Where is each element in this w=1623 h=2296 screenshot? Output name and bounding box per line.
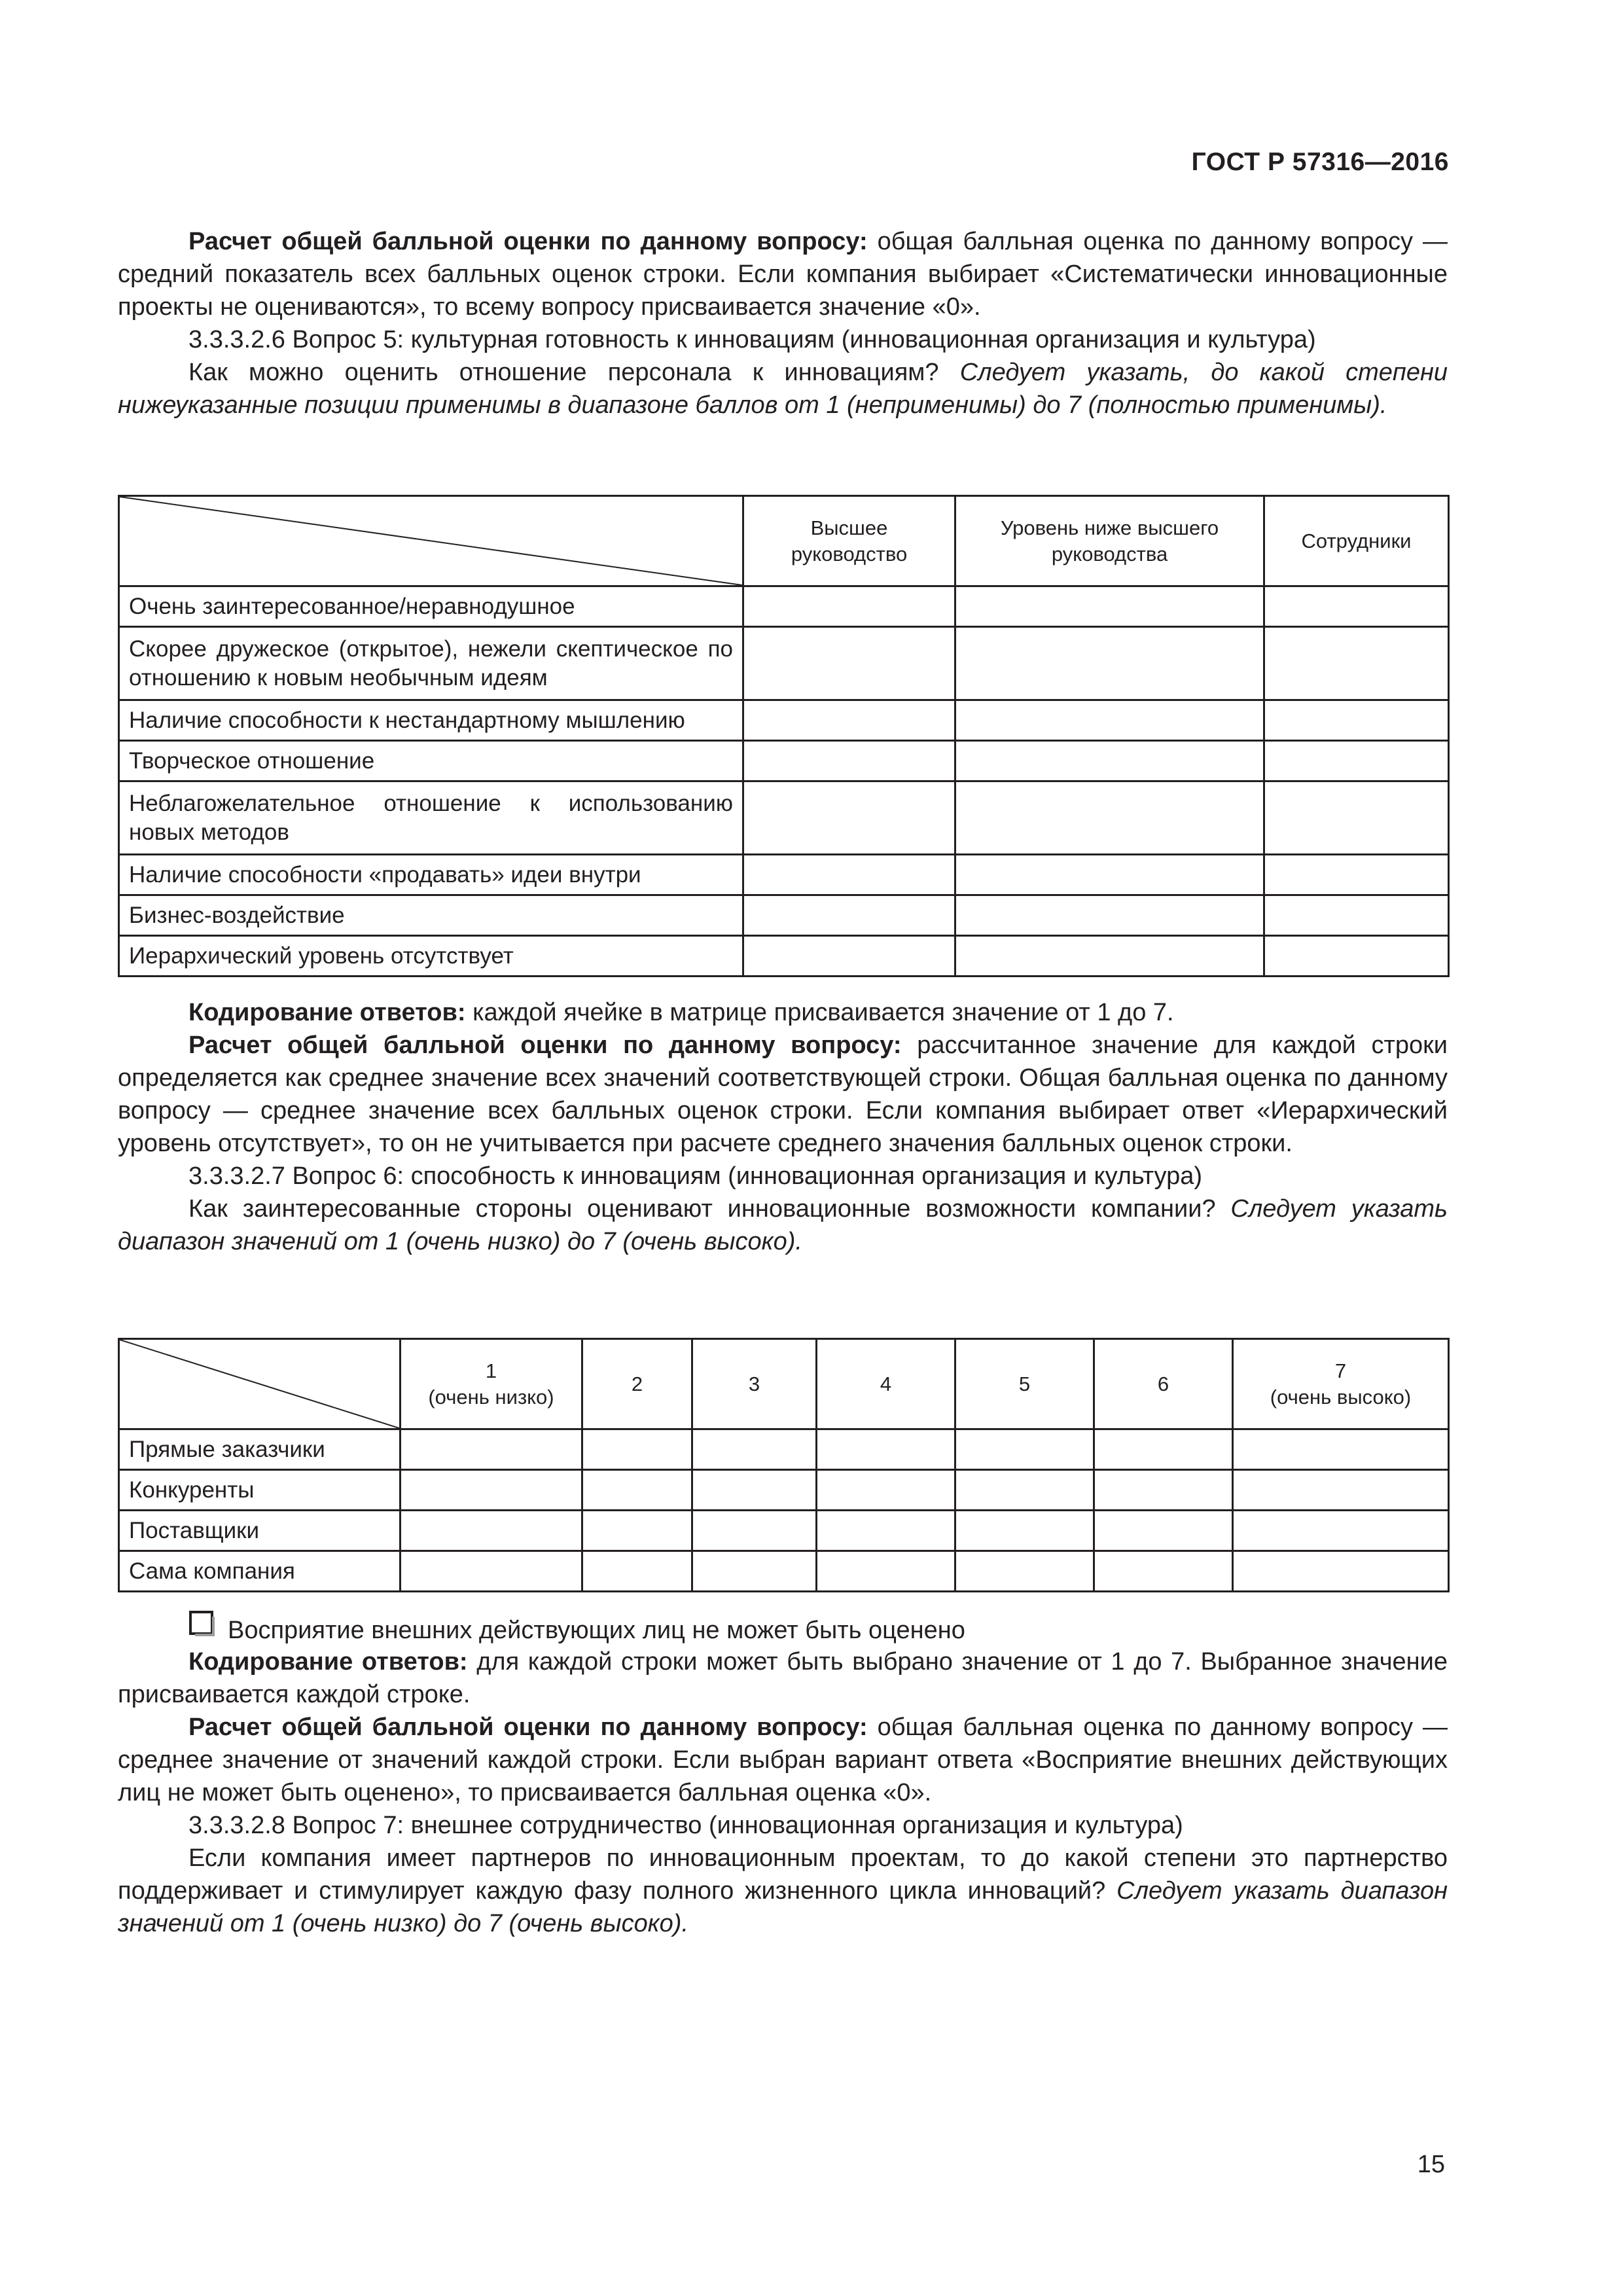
rating-cell[interactable] <box>743 855 955 895</box>
scale-number: 4 <box>880 1372 892 1395</box>
rating-cell[interactable] <box>401 1551 582 1592</box>
section-heading: 3.3.3.2.6 Вопрос 5: культурная готовность к инновациям (инновационная организация и культура) <box>188 326 1316 353</box>
rating-cell[interactable] <box>582 1429 692 1470</box>
paragraph-text: каждой ячейке в матрице присваивается значение от 1 до 7. <box>465 999 1174 1026</box>
rating-cell[interactable] <box>1264 895 1449 936</box>
row-label: Сама компания <box>119 1551 401 1592</box>
table-row <box>119 1470 1449 1511</box>
text-block-3 <box>118 1645 1448 1940</box>
rating-cell[interactable] <box>817 1429 955 1470</box>
rating-cell[interactable] <box>1233 1470 1449 1511</box>
paragraph <box>118 1645 1448 1711</box>
scale-note: (очень высоко) <box>1270 1385 1412 1408</box>
table-row <box>119 586 1449 627</box>
paragraph-text: рассчитанное значение для каждой строки определяется как среднее значение всех значений соответствующей строки. Общая балльная оценка по данному вопросу — среднее значение всех балльных оценок строки. Если компания выбирает ответ «Иерархический уровень отсутствует», то он не учитывается при расчете среднего значения балльных оценок строки. <box>118 1031 1448 1157</box>
instruction-text: Следует указать диапазон значений от 1 (очень низко) до 7 (очень высоко). <box>118 1877 1448 1937</box>
scale-number: 2 <box>631 1372 643 1395</box>
paragraph-text: Как заинтересованные стороны оценивают инновационные возможности компании? <box>188 1195 1231 1223</box>
rating-cell[interactable] <box>692 1429 817 1470</box>
row-label: Поставщики <box>119 1511 401 1551</box>
scale-header-2 <box>582 1339 692 1429</box>
rating-cell[interactable] <box>743 627 955 700</box>
rating-cell[interactable] <box>401 1429 582 1470</box>
rating-cell[interactable] <box>1264 627 1449 700</box>
table-row <box>119 741 1449 781</box>
row-label: Бизнес-воздействие <box>119 895 743 936</box>
rating-cell[interactable] <box>1264 936 1449 977</box>
table-row <box>119 855 1449 895</box>
rating-cell[interactable] <box>401 1511 582 1551</box>
paragraph <box>118 1193 1448 1258</box>
scale-header-6 <box>1094 1339 1233 1429</box>
rating-cell[interactable] <box>743 741 955 781</box>
rating-cell[interactable] <box>817 1470 955 1511</box>
bold-lead: Расчет общей балльной оценки по данному вопросу: <box>188 1031 902 1059</box>
scale-header-1 <box>401 1339 582 1429</box>
instruction-text: Следует указать диапазон значений от 1 (очень низко) до 7 (очень высоко). <box>118 1195 1448 1255</box>
instruction-text: Следует указать, до какой степени нижеуказанные позиции применимы в диапазоне баллов от 1 (неприменимы) до 7 (полностью применимы). <box>118 359 1448 419</box>
paragraph <box>118 1029 1448 1160</box>
row-label: Наличие способности к нестандартному мышлению <box>119 700 743 741</box>
text-block-1 <box>118 225 1448 422</box>
row-label: Конкуренты <box>119 1470 401 1511</box>
rating-cell[interactable] <box>692 1551 817 1592</box>
rating-cell[interactable] <box>1233 1511 1449 1551</box>
scale-header-7 <box>1233 1339 1449 1429</box>
text-block-2 <box>118 996 1448 1258</box>
checkbox-label: Восприятие внешних действующих лиц не может быть оценено <box>228 1617 965 1644</box>
scale-number: 5 <box>1018 1372 1031 1395</box>
rating-cell[interactable] <box>955 781 1264 855</box>
bold-lead: Расчет общей балльной оценки по данному вопросу: <box>188 228 868 255</box>
rating-cell[interactable] <box>955 627 1264 700</box>
rating-cell[interactable] <box>1264 855 1449 895</box>
row-label: Творческое отношение <box>119 741 743 781</box>
rating-cell[interactable] <box>955 895 1264 936</box>
scale-number: 6 <box>1157 1372 1169 1395</box>
rating-cell[interactable] <box>817 1551 955 1592</box>
paragraph-text: общая балльная оценка по данному вопросу — средний показатель всех балльных оценок строки. Если компания выбирает «Систематически инновационные проекты не оцениваются», то всему вопросу присваивается значение «0». <box>118 228 1448 321</box>
paragraph <box>118 1842 1448 1940</box>
row-label: Скорее дружеское (открытое), нежели скептическое по отношению к новым необычным идеям <box>119 627 743 700</box>
document-id: ГОСТ Р 57316—2016 <box>1191 148 1449 176</box>
rating-cell[interactable] <box>1094 1511 1233 1551</box>
scale-note: (очень низко) <box>428 1385 554 1408</box>
rating-cell[interactable] <box>955 1470 1094 1511</box>
rating-cell[interactable] <box>955 586 1264 627</box>
rating-cell[interactable] <box>692 1470 817 1511</box>
table-row <box>119 627 1449 700</box>
row-label: Наличие способности «продавать» идеи внутри <box>119 855 743 895</box>
row-label: Очень заинтересованное/неравнодушное <box>119 586 743 627</box>
scale-number: 3 <box>748 1372 760 1395</box>
rating-cell[interactable] <box>1094 1470 1233 1511</box>
rating-cell[interactable] <box>743 586 955 627</box>
diagonal-header-cell <box>119 496 743 586</box>
rating-cell[interactable] <box>1264 781 1449 855</box>
innovation-capability-table <box>118 1338 1450 1592</box>
paragraph <box>118 1711 1448 1809</box>
rating-cell[interactable] <box>743 700 955 741</box>
diagonal-header-cell <box>119 1339 401 1429</box>
table-row <box>119 781 1449 855</box>
column-header: Высшее руководство <box>743 496 955 586</box>
paragraph-text: Как можно оценить отношение персонала к инновациям? <box>188 359 960 386</box>
table-row <box>119 1511 1449 1551</box>
table-row <box>119 1551 1449 1592</box>
table-row <box>119 895 1449 936</box>
rating-cell[interactable] <box>743 936 955 977</box>
paragraph <box>118 356 1448 422</box>
paragraph <box>118 225 1448 323</box>
rating-cell[interactable] <box>955 741 1264 781</box>
rating-cell[interactable] <box>401 1470 582 1511</box>
table-row <box>119 700 1449 741</box>
scale-header-5 <box>955 1339 1094 1429</box>
rating-cell[interactable] <box>1094 1551 1233 1592</box>
row-label: Иерархический уровень отсутствует <box>119 936 743 977</box>
table-header-row <box>119 496 1449 586</box>
bold-lead: Кодирование ответов: <box>188 999 466 1026</box>
paragraph <box>118 996 1448 1029</box>
rating-cell[interactable] <box>955 855 1264 895</box>
scale-number: 1 <box>485 1359 497 1382</box>
row-label: Неблагожелательное отношение к использованию новых методов <box>119 781 743 855</box>
bold-lead: Кодирование ответов: <box>188 1648 468 1676</box>
section-heading: 3.3.3.2.7 Вопрос 6: способность к инновациям (инновационная организация и культура) <box>188 1162 1203 1190</box>
rating-cell[interactable] <box>955 936 1264 977</box>
rating-cell[interactable] <box>743 781 955 855</box>
table-row <box>119 936 1449 977</box>
paragraph-text: общая балльная оценка по данному вопросу — среднее значение от значений каждой строки. Если выбран вариант ответа «Восприятие внешних действующих лиц не может быть оценено», то присваивается балльная оценка «0». <box>118 1713 1448 1806</box>
rating-cell[interactable] <box>1264 700 1449 741</box>
section-heading: 3.3.3.2.8 Вопрос 7: внешнее сотрудничество (инновационная организация и культура) <box>188 1812 1183 1839</box>
column-header: Уровень ниже высшего руководства <box>955 496 1264 586</box>
rating-cell[interactable] <box>582 1551 692 1592</box>
rating-cell[interactable] <box>1233 1429 1449 1470</box>
paragraph-text: для каждой строки может быть выбрано значение от 1 до 7. Выбранное значение присваивается каждой строке. <box>118 1648 1448 1708</box>
bold-lead: Расчет общей балльной оценки по данному вопросу: <box>188 1713 868 1741</box>
row-label: Прямые заказчики <box>119 1429 401 1470</box>
scale-header-4 <box>817 1339 955 1429</box>
column-header: Сотрудники <box>1264 496 1449 586</box>
rating-cell[interactable] <box>743 895 955 936</box>
table-header-row <box>119 1339 1449 1429</box>
page-number: 15 <box>1417 2151 1445 2178</box>
rating-cell[interactable] <box>817 1511 955 1551</box>
paragraph-text: Если компания имеет партнеров по инновационным проектам, то до какой степени это партнерство поддерживает и стимулирует каждую фазу полного жизненного цикла инноваций? <box>118 1844 1448 1905</box>
rating-cell[interactable] <box>1233 1551 1449 1592</box>
rating-cell[interactable] <box>1094 1429 1233 1470</box>
rating-cell[interactable] <box>1264 586 1449 627</box>
culture-readiness-table <box>118 495 1450 977</box>
scale-header-3 <box>692 1339 817 1429</box>
rating-cell[interactable] <box>1264 741 1449 781</box>
rating-cell[interactable] <box>582 1470 692 1511</box>
rating-cell[interactable] <box>955 1511 1094 1551</box>
table-row <box>119 1429 1449 1470</box>
checkbox-icon[interactable] <box>188 1610 215 1636</box>
rating-cell[interactable] <box>955 1429 1094 1470</box>
rating-cell[interactable] <box>582 1511 692 1551</box>
scale-number: 7 <box>1334 1359 1347 1382</box>
rating-cell[interactable] <box>692 1511 817 1551</box>
rating-cell[interactable] <box>955 700 1264 741</box>
rating-cell[interactable] <box>955 1551 1094 1592</box>
